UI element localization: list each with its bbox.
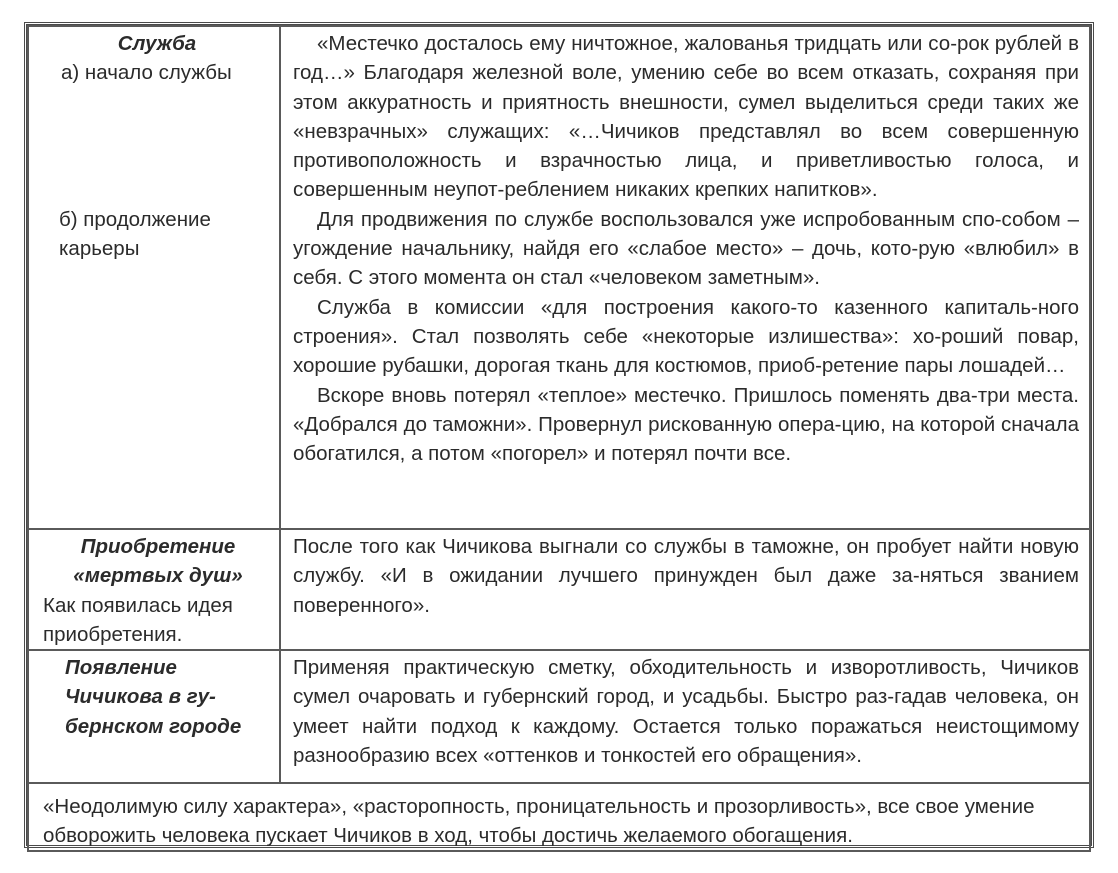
table-row [28, 26, 1090, 529]
row3-heading-line1: Появление [65, 656, 177, 680]
row1-spacer [41, 88, 273, 205]
row1-content-cell [280, 26, 1090, 529]
row2-heading-line2: «мертвых душ» [73, 564, 243, 588]
row1-sub-b-line1: б) продолжение [59, 207, 211, 231]
row1-paragraph-2: Для продвижения по службе воспользовался уже испробованным спо-собом – угождение начальнику, найдя его «слабое место» – дочь, кото-рую «влюбил» в себя. С этого момента он стал «человеком заметным». [293, 207, 1079, 290]
row1-paragraph-4: Вскоре вновь потерял «теплое» местечко. Пришлось поменять два-три места. «Добрался до таможни». Провернул рискованную опера-цию, на которой сначала обогатился, а потом «погорел» и потерял почти все. [293, 383, 1079, 466]
summary-text: «Неодолимую силу характера», «расторопность, проницательность и прозорливость», все свое умение обворожить человека пускает Чичиков в ход, чтобы достичь желаемого обогащения. [43, 795, 1035, 848]
row3-content-cell [280, 650, 1090, 783]
row2-content-cell [280, 529, 1090, 650]
row3-text: Применяя практическую сметку, обходительность и изворотливость, Чичиков сумел очаровать и губернский город, и усадьбы. Быстро раз-гадав человека, он умеет найти подход к каждому. Остается только поражаться неистощимому разнообразию всех «оттенков и тонкостей его обращения». [293, 656, 1079, 768]
row1-paragraph-3: Служба в комиссии «для построения какого-то казенного капиталь-ного строения». Стал позволять себе «некоторые излишества»: хо-роший повар, хорошие рубашки, дорогая ткань для костюмов, приоб-ретение пары лошадей… [293, 295, 1079, 378]
row4-summary-cell [28, 783, 1090, 851]
row2-label-cell [28, 529, 280, 650]
row2-sub-line2: приобретения. [43, 622, 183, 646]
row3-heading-line3: бернском городе [65, 714, 242, 738]
row2-heading-line1: Приобретение [80, 535, 236, 558]
row2-sub-line1: Как появилась идея [43, 593, 233, 617]
chichikov-career-table [27, 25, 1091, 852]
table-frame [24, 22, 1094, 848]
row3-heading-line2: Чичикова в гу- [65, 685, 216, 709]
row2-text: После того как Чичикова выгнали со службы в таможне, он пробует найти новую службу. «И в ожидании лучшего принужден был даже за-няться званием поверенного». [293, 535, 1079, 617]
table-row [28, 783, 1090, 851]
row1-heading: Служба [117, 32, 197, 55]
row1-paragraph-1: «Местечко досталось ему ничтожное, жалованья тридцать или со-рок рублей в год…» Благодаря железной воле, умению себе во всем отказать, сохраняя при этом аккуратность и приятность внешности, сумел выделиться среди таких же «невзрачных» служащих: «…Чичиков представлял во всем совершенную противоположность и взрачностью лица, и приветливостью голоса, и совершенным неупот-реблением никаких крепких напитков». [293, 32, 1079, 202]
row1-sub-b-line2: карьеры [59, 236, 140, 260]
table-row [28, 529, 1090, 650]
row1-sub-a: а) начало службы [61, 61, 232, 85]
row3-label-cell [28, 650, 280, 783]
row1-label-cell [28, 26, 280, 529]
table-row [28, 650, 1090, 783]
